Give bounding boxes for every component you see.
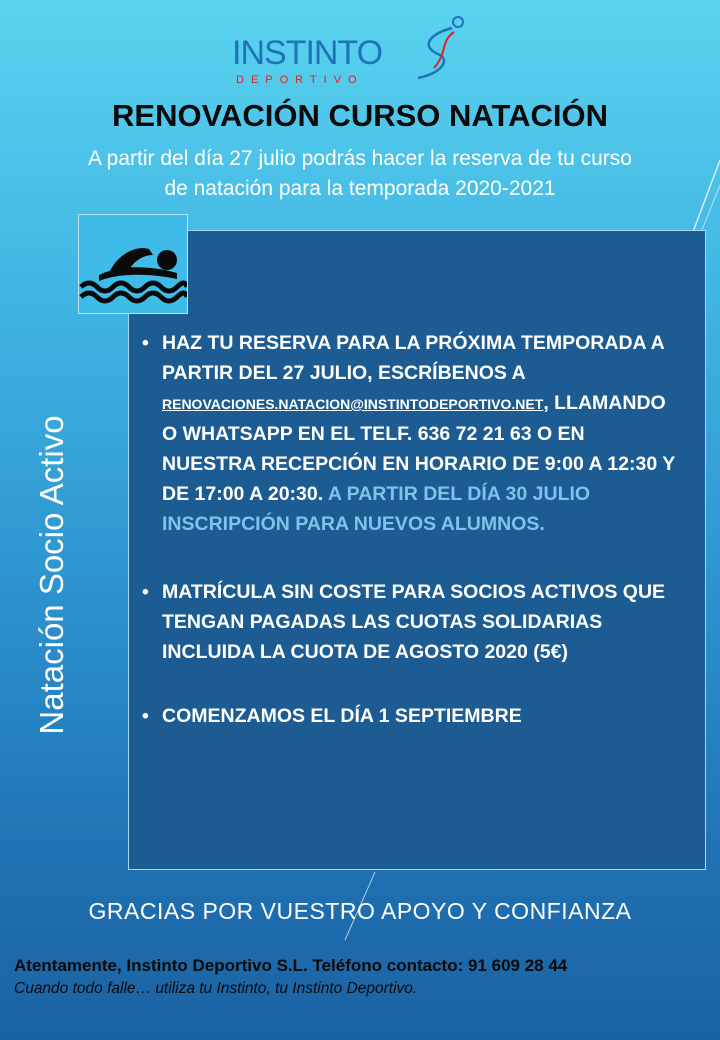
brand-logo bbox=[230, 12, 470, 90]
subtitle-line-2: de natación para la temporada 2020-2021 bbox=[164, 177, 556, 200]
bullet-start-date bbox=[138, 701, 683, 731]
logo-subtitle: DEPORTIVO bbox=[236, 74, 364, 86]
bullet-marker: • bbox=[142, 705, 149, 727]
bullet-marker: • bbox=[142, 581, 149, 603]
new-students-note: A PARTIR DEL DÍA 30 JULIO INSCRIPCIÓN PARA NUEVOS ALUMNOS. bbox=[162, 483, 591, 535]
bullet-reservation bbox=[138, 328, 683, 539]
subtitle bbox=[10, 144, 710, 204]
side-label: Natación Socio Activo bbox=[33, 415, 70, 735]
bullet-marker: • bbox=[142, 332, 149, 354]
bullet-registration-text: MATRÍCULA SIN COSTE PARA SOCIOS ACTIVOS QUE TENGAN PAGADAS LAS CUOTAS SOLIDARIAS INCLUIDA LA CUOTA DE AGOSTO 2020 (5€) bbox=[162, 581, 666, 663]
email-link[interactable]: RENOVACIONES.NATACION@INSTINTODEPORTIVO.NET bbox=[162, 396, 544, 412]
runner-swoosh-icon bbox=[390, 12, 470, 90]
bullet-reservation-text-2: , LLAMANDO O WHATSAPP EN EL TELF. 636 72 21 63 O EN NUESTRA RECEPCIÓN EN HORARIO DE 9:00 A 12:30 Y DE 17:00 A 20:30. bbox=[162, 392, 675, 505]
bullet-registration-fee bbox=[138, 577, 683, 667]
swimmer-icon bbox=[79, 215, 187, 313]
bullet-list bbox=[138, 328, 683, 731]
bullet-reservation-text: HAZ TU RESERVA PARA LA PRÓXIMA TEMPORADA A PARTIR DEL 27 JULIO, ESCRÍBENOS A bbox=[162, 332, 664, 384]
logo-wordmark: INSTINTO bbox=[232, 34, 383, 72]
bullet-start-text: COMENZAMOS EL DÍA 1 SEPTIEMBRE bbox=[162, 705, 522, 727]
thanks-message: GRACIAS POR VUESTRO APOYO Y CONFIANZA bbox=[88, 898, 632, 924]
subtitle-line-1: A partir del día 27 julio podrás hacer la reserva de tu curso bbox=[88, 147, 632, 170]
page-title: RENOVACIÓN CURSO NATACIÓN bbox=[112, 98, 608, 133]
contact-line: Atentamente, Instinto Deportivo S.L. Teléfono contacto: 91 609 28 44 bbox=[14, 956, 568, 975]
swim-icon-box bbox=[78, 214, 188, 314]
motto: Cuando todo falle… utiliza tu Instinto, tu Instinto Deportivo. bbox=[14, 980, 418, 997]
